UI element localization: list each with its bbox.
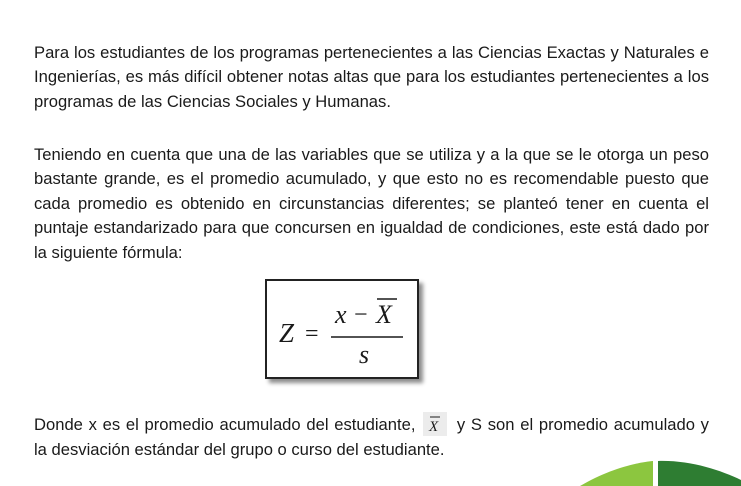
definition-text-end: y S son el promedio acumulado y la desviación estándar del grupo o curso del estudiante. [34,415,709,459]
decoration-light-green-arc [580,461,653,486]
formula-s: s [359,340,370,369]
formula-minus: − [354,302,368,328]
formula-box [265,279,419,379]
formula-equals: = [305,321,319,347]
green-corner-decoration [560,440,741,486]
formula-xbar: X [376,300,392,329]
definition-text-start: Donde x es el promedio acumulado del estudiante, [34,415,416,434]
xbar-symbol [423,412,447,436]
paragraph-context: Teniendo en cuenta que una de las variables que se utiliza y a la que se le otorga un peso bastante grande, es el promedio acumulado, y que esto no es recomendable puesto que cada promedio es obtenido en circunstancias diferentes; se planteó tener en cuenta el puntaje estandarizado para que concursen en igualdad de condiciones, este está dado por la siguiente fórmula: [34,145,709,262]
z-score-formula [267,281,417,377]
paragraph-intro: Para los estudiantes de los programas pertenecientes a las Ciencias Exactas y Naturales e Ingenierías, es más difícil obtener notas altas que para los estudiantes pertenecientes a los programas de las Ciencias Sociales y Humanas. [34,43,709,111]
decoration-dark-green-arc [658,461,741,486]
formula-x: x [335,300,347,329]
xbar-symbol-letter: X [429,418,439,435]
formula-z: Z [279,318,295,348]
